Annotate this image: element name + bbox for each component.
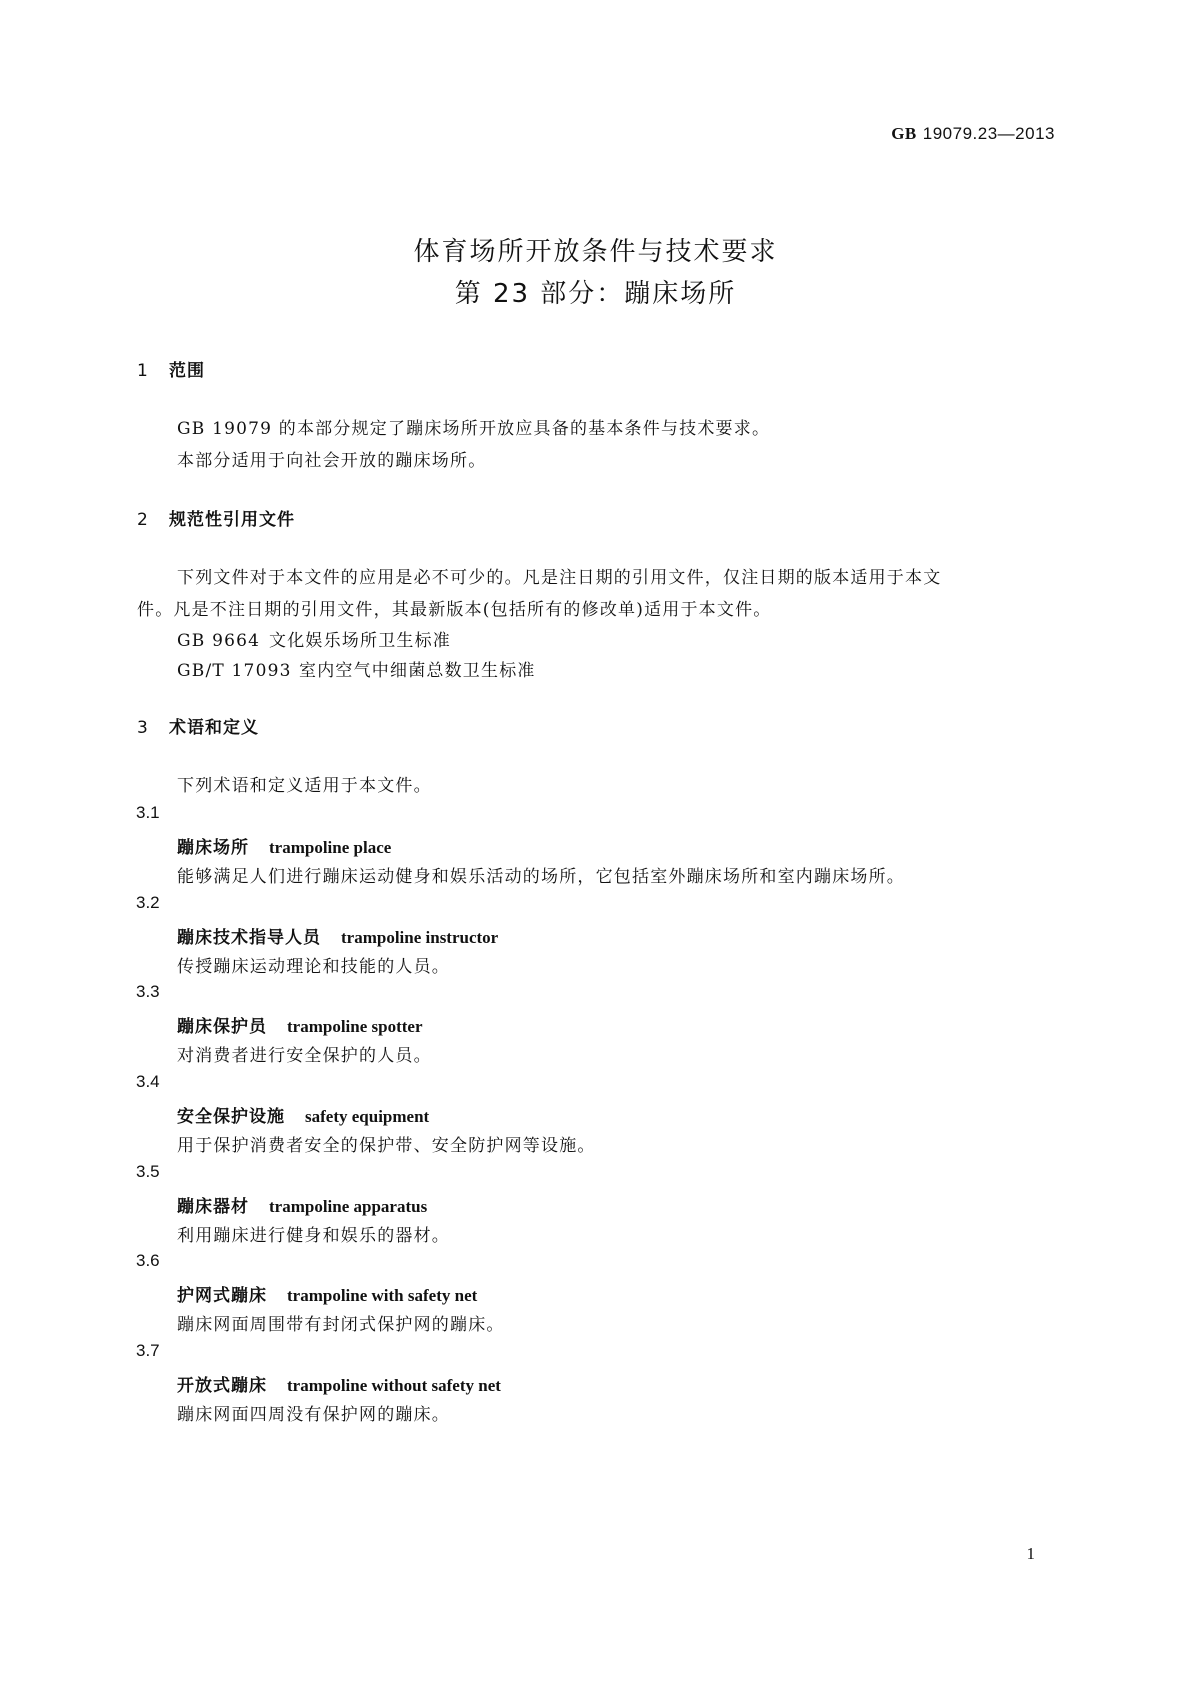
clause-number: 3.4	[136, 1072, 160, 1091]
document-title: 体育场所开放条件与技术要求	[413, 237, 778, 267]
standard-number: 19079.23—2013	[922, 124, 1055, 143]
reference-code: GB/T 17093	[177, 661, 292, 681]
term-entry	[177, 833, 391, 858]
term-english: trampoline with safety net	[287, 1286, 478, 1305]
term-entry	[177, 1192, 427, 1217]
clause-number: 3.2	[136, 893, 160, 912]
term-entry	[177, 1371, 501, 1396]
term-english: trampoline apparatus	[269, 1197, 428, 1216]
reference-item	[177, 656, 536, 681]
section-number: 3	[137, 718, 149, 738]
term-chinese: 蹦床技术指导人员	[177, 928, 321, 948]
section-heading-normative-references	[137, 505, 295, 530]
reference-title: 室内空气中细菌总数卫生标准	[299, 661, 536, 681]
term-entry	[177, 923, 498, 948]
page-number: 1	[1026, 1544, 1035, 1563]
clause-number: 3.1	[136, 803, 160, 822]
scope-paragraph-2: 本部分适用于向社会开放的蹦床场所。	[177, 451, 487, 471]
section-title: 范围	[169, 361, 205, 381]
clause-number: 3.6	[136, 1251, 160, 1270]
reference-item	[177, 626, 451, 651]
term-definition: 蹦床网面周围带有封闭式保护网的蹦床。	[177, 1315, 505, 1335]
references-paragraph-line-2: 件。凡是不注日期的引用文件，其最新版本(包括所有的修改单)适用于本文件。	[137, 600, 772, 620]
terms-intro: 下列术语和定义适用于本文件。	[177, 776, 432, 796]
term-chinese: 开放式蹦床	[177, 1376, 267, 1396]
term-english: trampoline spotter	[287, 1017, 423, 1036]
term-chinese: 蹦床场所	[177, 838, 249, 858]
term-definition: 蹦床网面四周没有保护网的蹦床。	[177, 1405, 450, 1425]
section-heading-scope	[137, 356, 205, 381]
term-entry	[177, 1281, 477, 1306]
term-entry	[177, 1012, 423, 1037]
document-subtitle: 第 23 部分：蹦床场所	[454, 279, 737, 309]
reference-code: GB 9664	[177, 631, 261, 651]
term-chinese: 安全保护设施	[177, 1107, 285, 1127]
scope-paragraph-1: GB 19079 的本部分规定了蹦床场所开放应具备的基本条件与技术要求。	[177, 419, 771, 439]
term-definition: 传授蹦床运动理论和技能的人员。	[177, 957, 450, 977]
term-english: safety equipment	[305, 1107, 430, 1126]
term-english: trampoline instructor	[341, 928, 499, 947]
reference-title: 文化娱乐场所卫生标准	[269, 631, 451, 651]
clause-number: 3.3	[136, 982, 160, 1001]
term-definition: 利用蹦床进行健身和娱乐的器材。	[177, 1226, 450, 1246]
term-definition: 对消费者进行安全保护的人员。	[177, 1046, 432, 1066]
references-paragraph-line-1: 下列文件对于本文件的应用是必不可少的。凡是注日期的引用文件，仅注日期的版本适用于本文	[177, 568, 942, 588]
section-title: 术语和定义	[169, 718, 259, 738]
term-entry	[177, 1102, 429, 1127]
section-number: 1	[137, 361, 149, 381]
clause-number: 3.5	[136, 1162, 160, 1181]
term-definition: 能够满足人们进行蹦床运动健身和娱乐活动的场所，它包括室外蹦床场所和室内蹦床场所。	[177, 867, 905, 887]
standard-code	[891, 124, 1055, 144]
section-heading-terms	[137, 713, 259, 738]
term-chinese: 护网式蹦床	[177, 1286, 267, 1306]
clause-number: 3.7	[136, 1341, 160, 1360]
standard-prefix: GB	[891, 124, 917, 143]
term-chinese: 蹦床保护员	[177, 1017, 267, 1037]
section-title: 规范性引用文件	[169, 510, 295, 530]
term-english: trampoline without safety net	[287, 1376, 501, 1395]
term-chinese: 蹦床器材	[177, 1197, 249, 1217]
term-english: trampoline place	[269, 838, 392, 857]
section-number: 2	[137, 510, 149, 530]
term-definition: 用于保护消费者安全的保护带、安全防护网等设施。	[177, 1136, 596, 1156]
